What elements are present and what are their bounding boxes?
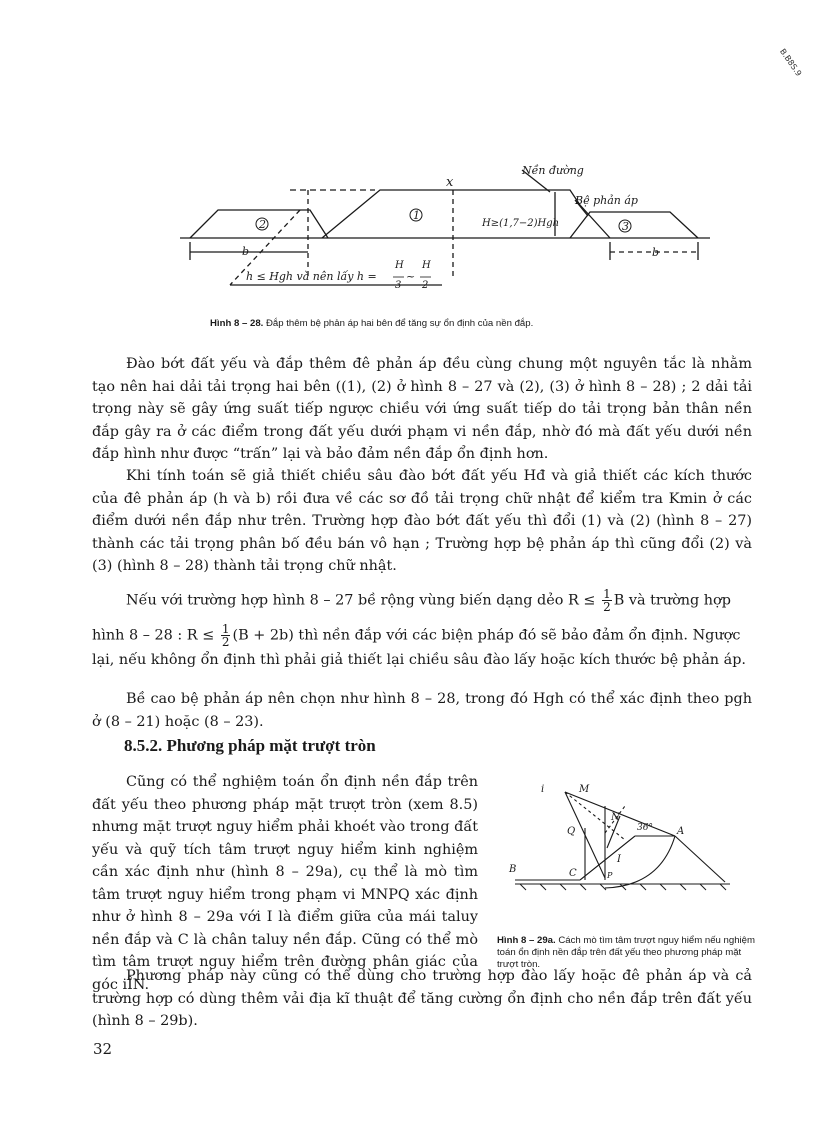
embankment <box>322 190 610 238</box>
fraction-half-2: $\frac{1}{2}$ <box>221 622 230 649</box>
label-M: M <box>579 784 590 795</box>
frac1-den: 3 <box>395 280 402 291</box>
caption-text: Đắp thêm bệ phản áp hai bên để tăng sự ổn định của nền đắp. <box>266 318 534 329</box>
slope-right <box>675 836 725 882</box>
road-label: Nền đường <box>522 164 584 177</box>
zone-2-label: 2 <box>259 218 266 231</box>
height-note: h ≤ Hgh và nên lấy h = <box>246 270 377 283</box>
frac1-num: H <box>395 260 404 271</box>
paragraph-3: Nếu với trường hợp hình 8 – 27 bề rộng vùng biến dạng dẻo R ≤ $\frac{1}{2}$ B và trường hợp hình 8 – 28 : R ≤ $\frac{1}{2}$ (B + 2b) thì nền đắp với các biện pháp đó sẽ bảo đảm ổn định. Ngược lại, nếu không ổn định thì phải giả thiết lại chiều sâu đào lấy hoặc kích thước bệ phản áp. <box>92 587 746 668</box>
caption-label: Hình 8 – 29a. <box>497 935 556 946</box>
page-number: 32 <box>93 1040 113 1058</box>
zone-1-label: 1 <box>413 209 420 222</box>
corner-mark: B.B8S.9 <box>777 47 804 78</box>
label-I: I <box>617 854 621 865</box>
section-heading: 8.5.2. Phương pháp mặt trượt tròn <box>124 736 376 755</box>
paragraph-6: Phương pháp này cũng có thể dùng cho trường hợp đào lấy hoặc đê phản áp và cả trường hợp có dùng thêm vải địa kĩ thuật để tăng cường ổn định cho nền đắp trên đất yếu (hình 8 – 29b). <box>92 968 752 1029</box>
label-angle: 36° <box>637 823 653 833</box>
figure-8-28-caption <box>210 318 533 329</box>
paragraph-2: Khi tính toán sẽ giả thiết chiều sâu đào bớt đất yếu Hđ và giả thiết các kích thước của đê phản áp (h và b) rồi đưa về các sơ đồ tải trọng chữ nhật để kiểm tra Kmin ở các điểm dưới nền đắp như trên. Trường hợp đào bớt đất yếu thì đổi (1) và (2) (hình 8 – 27) thành các tải trọng phân bố đều bán vô hạn ; Trường hợp bệ phản áp thì cũng đổi (2) và (3) (hình 8 – 28) thành tải trọng chữ nhật. <box>92 468 752 574</box>
b-right-label: b <box>652 246 660 259</box>
label-C: C <box>569 868 577 879</box>
b-left-label: b <box>242 245 250 258</box>
figure-8-29a <box>495 778 745 928</box>
fraction-half-1: $\frac{1}{2}$ <box>603 587 611 614</box>
height-label: H≥(1,7−2)Hgh <box>482 218 560 229</box>
label-B: B <box>509 864 517 875</box>
label-N: N <box>611 812 620 823</box>
berm-label: Bệ phản áp <box>575 194 638 207</box>
zone-3-label: 3 <box>622 220 629 233</box>
paragraph-5: Cũng có thể nghiệm toán ổn định nền đắp trên đất yếu theo phương pháp mặt trượt tròn (xem 8.5) nhưng mặt trượt nguy hiểm phải khoét vào trong đất yếu và quỹ tích tâm trượt nguy hiểm kinh nghiệm cần xác định như (hình 8 – 29a), cụ thể là mò tìm tâm trượt nguy hiểm trong phạm vi MNPQ xác định như ở hình 8 – 29a với I là điểm giữa của mái taluy nền đắp và C là chân taluy nền đắp. Cũng có thể mò tìm tâm trượt nguy hiểm trên đường phân giác của góc iÎN. <box>92 774 478 993</box>
tilde: ~ <box>406 270 416 283</box>
label-Q: Q <box>567 826 576 837</box>
frac2-num: H <box>422 260 431 271</box>
frac2-den: 2 <box>422 280 429 291</box>
paragraph-1: Đào bớt đất yếu và đắp thêm đê phản áp đều cùng chung một nguyên tắc là nhằm tạo nên hai dải tải trọng hai bên ((1), (2) ở hình 8 – 27 và (2), (3) ở hình 8 – 28) ; 2 dải tải trọng này sẽ gây ứng suất tiếp ngược chiều với ứng suất tiếp do tải trọng bản thân nền đắp gây ra ở các điểm trong đất yếu dưới phạm vi nền đắp, nhờ đó mà đất yếu dưới nền đắp hình như được “trấn” lại và bảo đảm nền đắp ổn định hơn. <box>92 356 752 462</box>
label-P: P <box>607 871 613 880</box>
caption-text: Cách mò tìm tâm trượt nguy hiểm nếu nghiệm toán ổn định nền đắp trên đất yếu theo phương pháp mặt trượt tròn. <box>497 935 755 970</box>
label-i: i <box>541 784 545 795</box>
paragraph-4: Bề cao bệ phản áp nên chọn như hình 8 – 28, trong đó Hgh có thể xác định theo pgh ở (8 – 21) hoặc (8 – 23). <box>92 691 752 730</box>
label-A: A <box>677 826 685 837</box>
x-mark: x <box>446 175 454 190</box>
slip-arc <box>605 836 675 888</box>
caption-label: Hình 8 – 28. <box>210 318 264 329</box>
figure-8-28 <box>150 160 730 300</box>
